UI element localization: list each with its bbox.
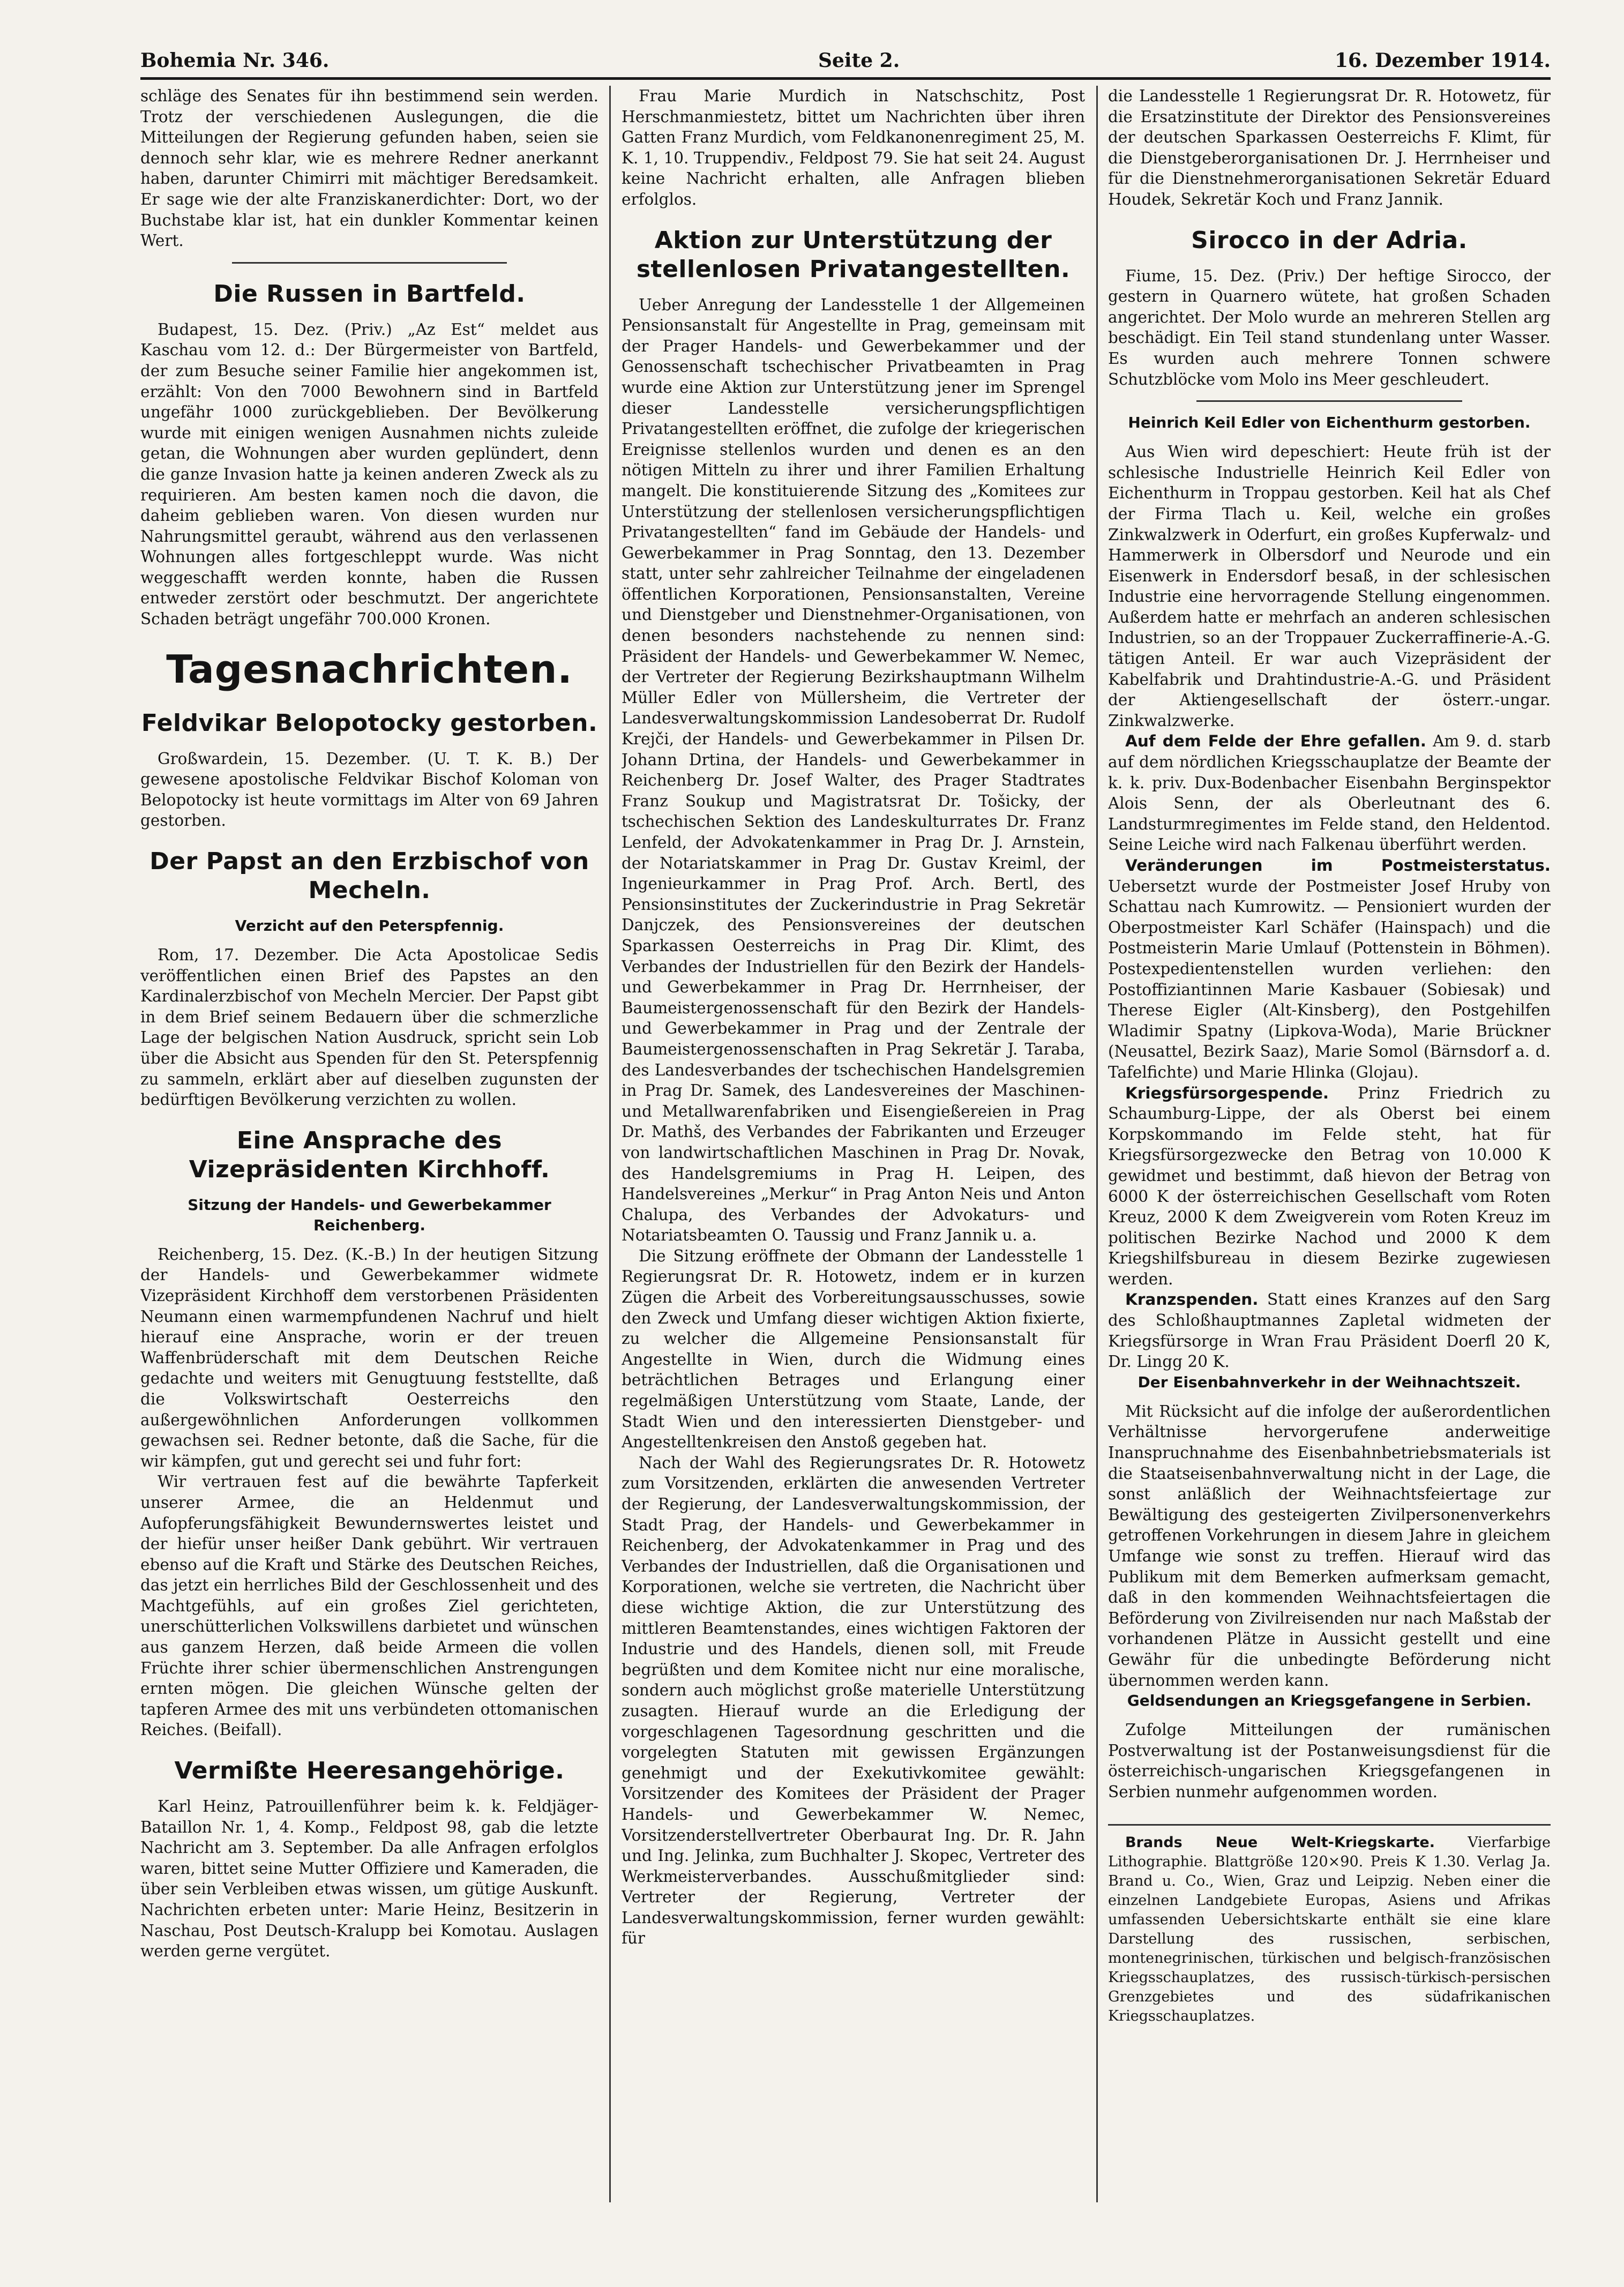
article-continuation: die Landesstelle 1 Regierungsrat Dr. R. Hotowetz, für die Ersatzinstitute der Direktor des Pensionsvereines der deutschen Sparkassen Oesterreichs F. Klimt, für die Dienstgeberorganisationen Dr. J. Herrnheiser und für die Dienstnehmerorganisationen Sekretär Eduard Houdek, Sekretär Koch und Franz Jannik. [1108,87,1551,208]
article-separator [232,262,507,264]
subheadline-papst: Verzicht auf den Peterspfennig. [235,917,504,935]
header-date: 16. Dezember 1914. [1334,49,1551,72]
news-title: Geldsendungen an Kriegsgefangene in Serbien. [1127,1692,1532,1710]
news-title: Heinrich Keil Edler von Eichenthurm gestorben. [1128,414,1531,432]
news-title: Der Eisenbahnverkehr in der Weihnachtszeit. [1137,1373,1521,1391]
news-body: Am 9. d. starb auf dem nördlichen Kriegsschauplatze der Beamte der k. k. priv. Dux-Bodenbacher Eisenbahn Berginspektor Alois Senn, der als Oberleutnant des 6. Landsturmregimentes im Felde stand, den Heldentod. Seine Leiche wird nach Falkenau überführt werden. [1108,732,1551,854]
column-divider [609,86,611,2202]
article-body: Nach der Wahl des Regierungsrates Dr. R. Hotowetz zum Vorsitzenden, erklärten die anwesenden Vertreter der Regierung, der Landesverwaltungskommission, der Stadt Prag, der Handels- und Gewerbekammer in Reichenberg, der Advokatenkammer in Prag und des Verbandes der Industriellen, daß die Organisationen und Korporationen, welche sie vertreten, die Nachricht über diese wichtige Aktion, die zur Unterstützung des mittleren Beamtenstandes, eines wichtigen Faktoren der Industrie und des Handels, dienen soll, mit Freude begrüßten und dem Komitee nicht nur eine moralische, sondern auch möglichst große materielle Unterstützung zusagten. Hierauf wurde an die Erledigung der vorgeschlagenen Tagesordnung geschritten und die vorgelegten Statuten mit gewissen Ergänzungen genehmigt und der Exekutivkomitee gewählt: Vorsitzender des Komitees der Präsident der Prager Handels- und Gewerbekammer W. Nemec, Vorsitzenderstellvertreter Oberbaurat Ing. Dr. R. Jahn und Ing. Jelinka, zum Buchhalter J. Skopec, Vertreter des Werkmeisterverbandes. Ausschußmitglieder sind: Vertreter der Regierung, Vertreter der Landesverwaltungskommission, ferner wurden gewählt: für [622,1453,1085,1948]
article-body: Die Sitzung eröffnete der Obmann der Landesstelle 1 Regierungsrat Dr. R. Hotowetz, indem er in kurzen Zügen die Arbeit des Vorbereitungsausschusses, sowie den Zweck und Umfang dieser wichtigen Aktion fixierte, zu welcher die Allgemeine Pensionsanstalt für Angestellte in Wien, durch die Widmung eines beträchtlichen Betrages und Erlangung einer regelmäßigen Unterstützung vom Staate, Lande, der Stadt Wien und den interessierten Dienstgeber- und Angestelltenkreisen den Anstoß gegeben hat. [622,1246,1085,1452]
news-body: Uebersetzt wurde der Postmeister Josef Hruby von Schattau nach Kumrowitz. — Pensioniert wurden der Oberpostmeister Karl Schäfer (Hainspach) und die Postmeisterin Marie Umlauf (Pottenstein in Böhmen). Postexpedientenstellen wurden verliehen: den Postoffiziantinnen Marie Kasbauer (Sobiesak) und Therese Eigler (Alt-Kinsberg), den Postgehilfen Wladimir Spatny (Lipkova-Woda), Marie Brückner (Neusattel, Bezirk Saaz), Marie Somol (Bärnsdorf a. d. Tafelfichte) und Marie Hlinka (Glojau). [1108,877,1551,1081]
news-body: Prinz Friedrich zu Schaumburg-Lippe, der als Oberst bei einem Korpskommando im Felde steht, hat für Kriegsfürsorgezwecke den Betrag von 10.000 K gewidmet und bestimmt, daß hievon der Betrag von 6000 K der österreichischen Gesellschaft vom Roten Kreuz, 2000 K dem Zweigverein vom Roten Kreuz im politischen Bezirke Nachod und 2000 K dem Kriegshilfsbureau in diesem Bezirke zugewiesen werden. [1108,1083,1551,1288]
article-body: Reichenberg, 15. Dez. (K.-B.) In der heutigen Sitzung der Handels- und Gewerbekammer widmete Vizepräsident Kirchhoff dem verstorbenen Präsidenten Neumann einen warmempfundenen Nachruf und hielt hierauf eine Ansprache, worin er der treuen Waffenbrüderschaft mit dem Deutschen Reiche gedachte und weiters mit Genugtuung feststellte, daß die Volkswirtschaft Oesterreichs den außergewöhnlichen Anforderungen vollkommen gewachsen sei. Redner betonte, daß die Sache, für die wir kämpfen, gut und gerecht sei und fuhr fort: [140,1245,598,1470]
news-body: Statt eines Kranzes auf den Sarg des Schloßhauptmannes Zapletal widmeten der Kriegsfürsorge in Wran Frau Präsident Doerfl 20 K, Dr. Lingg 20 K. [1108,1290,1551,1371]
ad-body: Vierfarbige Lithographie. Blattgröße 120×90. Preis K 1.30. Verlag Ja. Brand u. Co., Wien, Graz und Leipzig. Neben einer die einzelnen Landgebiete Europas, Asiens und Afrikas umfassenden Uebersichtskarte enthält sie eine klare Darstellung des russischen, serbischen, montenegrinischen, türkischen und belgisch-französischen Kriegsschauplatzes, des russisch-türkisch-persischen Grenzgebietes und des südafrikanischen Kriegsschauplatzes. [1108,1834,1551,2024]
ad-item [1108,1833,1551,2026]
headline-russen: Die Russen in Bartfeld. [213,280,526,308]
article-body: Fiume, 15. Dez. (Priv.) Der heftige Sirocco, der gestern in Quarnero wütete, hat großen Schaden angerichtet. Der Molo wurde an mehreren Stellen arg beschädigt. Ein Teil stand stundenlang unter Wasser. Es wurden auch mehrere Tonnen schwere Schutzblöcke vom Molo ins Meer geschleudert. [1108,266,1551,388]
news-body: Zufolge Mitteilungen der rumänischen Postverwaltung ist der Postanweisungsdienst für die österreichisch-ungarischen Kriegsgefangenen in Serbien nunmehr aufgenommen worden. [1108,1721,1551,1801]
section-title-tagesnachrichten: Tagesnachrichten. [166,646,573,692]
headline-vermisst: Vermißte Heeresangehörige. [174,1757,565,1785]
news-item [1108,731,1551,855]
article-continuation: schläge des Senates für ihn bestimmend sein werden. Trotz der verschiedenen Auslegungen, die die Mitteilungen der Regierung gefunden haben, seien sie dennoch sehr klar, wie es mehrere Redner anerkannt haben, darunter Chimirri mit mächtiger Beredsamkeit. Er sage wie der alte Franziskanerdichter: Dort, wo der Buchstabe klar ist, hat ein dunkler Kommentar keinen Wert. [140,87,598,250]
headline-papst: Der Papst an den Erzbischof von Mecheln. [149,848,589,905]
news-body: Aus Wien wird depeschiert: Heute früh ist der schlesische Industrielle Heinrich Keil Edler von Eichenthurm in Troppau gestorben. Keil hat als Chef der Firma Tlach u. Keil, welche ein großes Zinkwalzwerk in Oderfurt, ein großes Kupferwalz- und Hammerwerk in Olbersdorf und Neurode und ein Eisenwerk in Endersdorf besaß, in der schlesischen Industrie eine hervorragende Stellung eingenommen. Außerdem hatte er mehrfach an anderen schlesischen Industrien, so an der Troppauer Zuckerraffinerie-A.-G. tätigen Anteil. Er war auch Vizepräsident der Kabelfabrik und Drahtindustrie-A.-G. und Präsident der Aktiengesellschaft der österr.-ungar. Zinkwalzwerke. [1108,443,1551,730]
headline-ansprache: Eine Ansprache des Vizepräsidenten Kirchhoff. [189,1126,550,1183]
news-item [1108,1083,1551,1290]
column-divider [1096,86,1098,2202]
subheadline-ansprache: Sitzung der Handels- und Gewerbekammer Reichenberg. [188,1195,551,1234]
news-item [1108,1289,1551,1372]
ad-title: Brands Neue Welt-Kriegskarte. [1125,1834,1435,1851]
article-body: Ueber Anregung der Landesstelle 1 der Allgemeinen Pensionsanstalt für Angestellte in Prag, gemeinsam mit der Prager Handels- und Gewerbekammer und der Genossenschaft tschechischer Privatbeamten in Prag wurde eine Aktion zur Unterstützung jener im Sprengel dieser Landesstelle versicherungspflichtigen Privatangestellten eröffnet, die zufolge der kriegerischen Ereignisse stellenlos wurden und denen es an den nötigen Mitteln zu ihrer und ihrer Familien Erhaltung mangelt. Die konstituierende Sitzung des „Komitees zur Unterstützung der stellenlosen versicherungspflichtigen Privatangestellten“ fand im Gebäude der Handels- und Gewerbekammer in Prag Sonntag, den 13. Dezember statt, unter sehr zahlreicher Teilnahme der eingeladenen öffentlichen Korporationen, Pensionsanstalten, Vereine und Dienstgeber und Dienstnehmer-Organisationen, von denen besonders nachstehende zu nennen sind: Präsident der Handels- und Gewerbekammer W. Nemec, der Vertreter der Regierung Bezirkshauptmann Wilhelm Müller Edler von Müllersheim, die Vertreter der Landesverwaltungskommission Landesoberrat Dr. Rudolf Krejči, der Handels- und Gewerbekammer in Pilsen Dr. Johann Drtina, der Handels- und Gewerbekammer in Reichenberg Dr. Josef Walter, des Prager Stadtrates Franz Soukup und Magistratsrat Dr. Tošicky, der tschechischen Sektion des Landeskulturrates Dr. Franz Lenfeld, der Advokatenkammer in Prag Dr. J. Arnstein, der Notariatskammer in Prag Dr. Gustav Kreiml, der Ingenieurkammer in Prag Prof. Arch. Bertl, des Pensionsinstitutes der Zuckerindustrie in Prag Sekretär Danjczek, des Pensionsvereines der deutschen Sparkassen Oesterreichs in Prag Dir. Klimt, des Verbandes der Industriellen für den Bezirk der Handels- und Gewerbekammer in Prag Dr. Herrnheiser, der Baumeistergenossenschaft für den Bezirk der Handels- und Gewerbekammer in Prag und der Zentrale der Baumeistergenossenschaften in Prag Sekretär J. Taraba, des Landesverbandes der tschechischen Handelsgremien in Prag Dr. Samek, des Landesvereines der Maschinen- und Metallwarenfabriken und Eisengießereien in Prag Dr. Mathš, des Verbandes der Fabrikanten und Erzeuger von landwirtschaftlichen Maschinen in Prag Dr. Novak, des Handelsgremiums in Prag H. Leipen, des Handelsvereines „Merkur“ in Prag Anton Neis und Anton Chalupa, des Verbandes der Advokaturs- und Notariatsbeamten O. Taussig und Franz Jannik u. a. [622,295,1085,1245]
news-title: Auf dem Felde der Ehre gefallen. [1125,732,1426,751]
advertisement-kriegskarte [1108,1824,1551,2026]
news-item [1108,855,1551,1083]
headline-aktion: Aktion zur Unterstützung der stellenlosen Privatangestellten. [636,226,1071,283]
column-1 [140,86,598,2202]
article-body: Großwardein, 15. Dezember. (U. T. K. B.) Der gewesene apostolische Feldvikar Bischof Koloman von Belopotocky ist heute vormittags im Alter von 69 Jahren gestorben. [140,749,598,830]
news-body: Mit Rücksicht auf die infolge der außerordentlichen Verhältnisse hervorgerufene anderweitige Inanspruchnahme des Eisenbahnbetriebsmaterials ist die Staatseisenbahnverwaltung nicht in der Lage, die sonst anläßlich der Weihnachtsfeiertage zur Bewältigung des gesteigerten Zivilpersonenverkehrs getroffenen Vorkehrungen in diesem Jahre in gleichem Umfange wie sonst zu treffen. Hierauf wird das Publikum mit dem Bemerken aufmerksam gemacht, daß in den kommenden Weihnachtsfeiertagen die Beförderung von Zivilreisenden nur nach Maßstab der vorhandenen Plätze in Aussicht gestellt und eine Gewähr für die unbedingte Beförderung nicht übernommen werden kann. [1108,1402,1551,1690]
article-separator [1196,400,1462,402]
news-title: Veränderungen im Postmeisterstatus. [1125,856,1551,875]
headline-sirocco: Sirocco in der Adria. [1191,226,1468,254]
article-body: Wir vertrauen fest auf die bewährte Tapferkeit unserer Armee, die an Heldenmut und Aufopferungsfähigkeit Bewundernswertes leistet und der hiefür unser heißer Dank gebührt. Wir vertrauen ebenso auf die Kraft und Stärke des Deutschen Reiches, das jetzt ein herrliches Bild der Geschlossenheit und des Machtgefühls, auf ein großes Ziel gerichteten, unerschütterlichen Volkswillens darbietet und wünschen aus ganzem Herzen, daß beide Armeen die vollen Früchte ihrer schier übermenschlichen Anstrengungen ernten mögen. Die gleichen Wünsche gelten der tapferen Armee des mit uns verbündeten ottomanischen Reiches. (Beifall). [140,1473,598,1739]
column-3 [1108,86,1551,2202]
headline-feldvikar: Feldvikar Belopotocky gestorben. [141,709,598,737]
header-page-number: Seite 2. [818,49,900,72]
article-continuation: Frau Marie Murdich in Natschschitz, Post Herschmanmiestetz, bittet um Nachrichten über ihren Gatten Franz Murdich, vom Feldkanonenregiment 25, M. K. 1, 10. Truppendiv., Feldpost 79. Sie hat seit 24. August keine Nachricht erhalten, alle Anfragen blieben erfolglos. [622,87,1085,208]
article-body: Rom, 17. Dezember. Die Acta Apostolicae Sedis veröffentlichen einen Brief des Papstes an den Kardinalerzbischof von Mecheln Mercier. Der Papst gibt in dem Brief seinem Bedauern über die schmerzliche Lage der belgischen Nation Ausdruck, spricht sein Lob über die Absicht aus Spenden für den St. Peterspfennig zu sammeln, erklärt aber auf dieselben zugunsten der bedürftigen Bevölkerung verzichten zu wollen. [140,946,598,1109]
news-title: Kriegsfürsorgespende. [1125,1083,1329,1102]
news-title: Kranzspenden. [1125,1290,1259,1309]
column-2 [622,86,1085,2202]
article-body: Budapest, 15. Dez. (Priv.) „Az Est“ meldet aus Kaschau vom 12. d.: Der Bürgermeister von Bartfeld, der zum Besuche seiner Familie hier angekommen ist, erzählt: Von den 7000 Bewohnern sind in Bartfeld ungefähr 1000 zurückgeblieben. Der Bevölkerung wurde mit einigen wenigen Ausnahmen nichts zuleide getan, die Wohnungen aber wurden geplündert, denn die ganze Invasion hatte ja keinen anderen Zweck als zu requirieren. Am besten kamen noch die davon, die daheim geblieben waren. Von diesen wurden nur Nahrungsmittel geraubt, während aus den verlassenen Wohnungen alles fortgeschleppt wurde. Was nicht weggeschafft werden konnte, haben die Russen entweder zerstört oder beschmutzt. Der angerichtete Schaden beträgt ungefähr 700.000 Kronen. [140,320,598,629]
page-header [140,38,1551,80]
header-issue: Bohemia Nr. 346. [140,49,330,72]
article-body: Karl Heinz, Patrouillenführer beim k. k. Feldjäger-Bataillon Nr. 1, 4. Komp., Feldpost 98, gab die letzte Nachricht am 3. September. Da alle Anfragen erfolglos waren, bittet seine Mutter Offiziere und Kameraden, die über sein Verbleiben etwas wissen, um gütige Auskunft. Nachrichten erbeten unter: Marie Heinz, Besitzerin in Naschau, Post Deutsch-Kralupp bei Komotau. Auslagen werden gerne vergütet. [140,1797,598,1961]
